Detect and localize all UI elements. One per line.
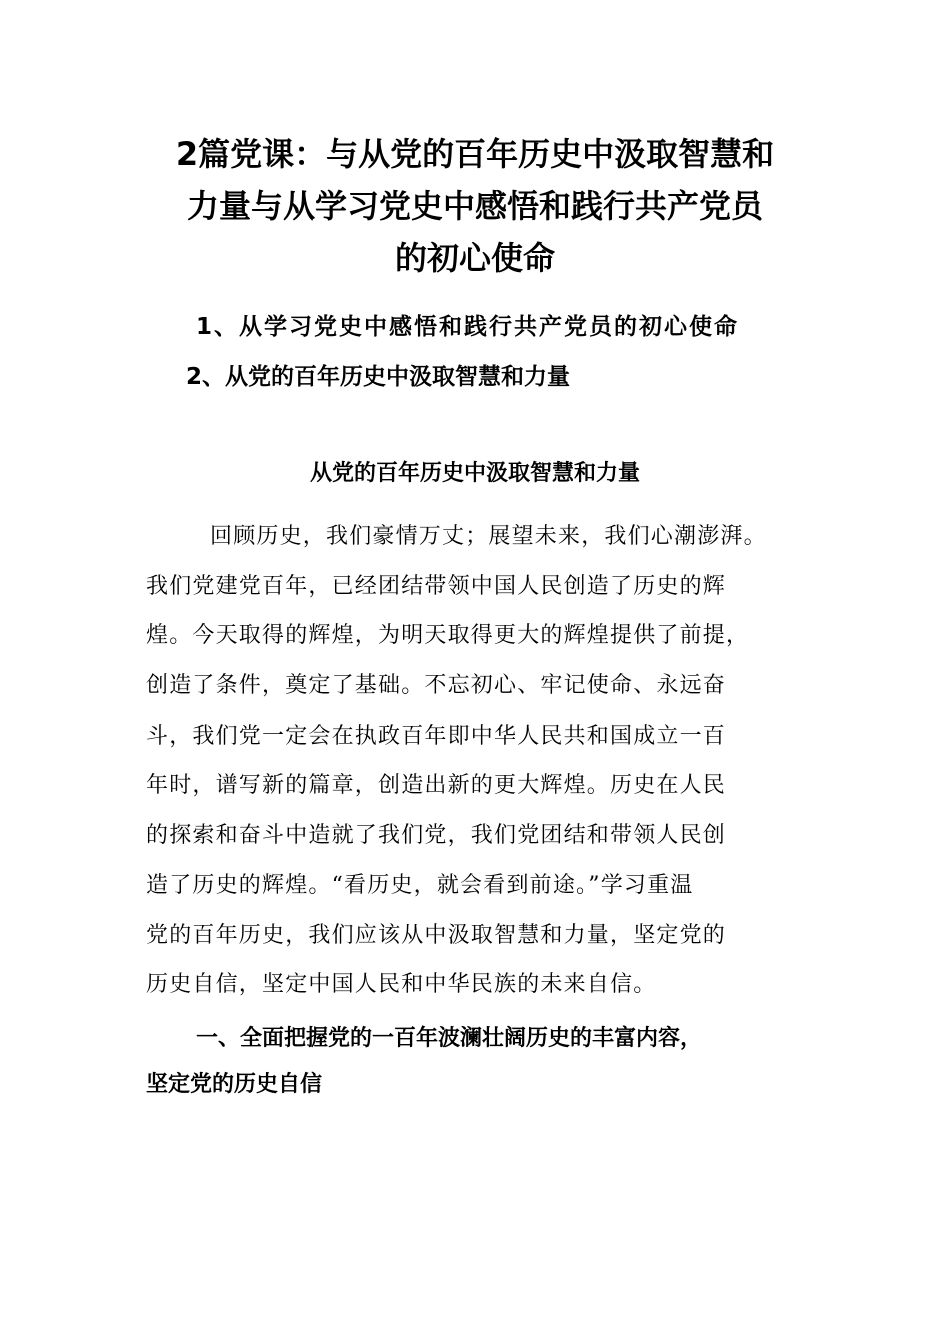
paragraph-line: 创造了条件，奠定了基础。不忘初心、牢记使命、永远奋 — [146, 673, 727, 698]
paragraph-line: 历史自信，坚定中国人民和中华民族的未来自信。 — [146, 972, 657, 997]
subheading-line: 一、全面把握党的一百年波澜壮阔历史的丰富内容， — [196, 1026, 703, 1051]
paragraph-line: 煌。今天取得的辉煌，为明天取得更大的辉煌提供了前提， — [146, 623, 750, 648]
paragraph-line: 造了历史的辉煌。“看历史，就会看到前途。”学习重温 — [146, 873, 694, 898]
title-line: 的初心使命 — [394, 239, 555, 277]
paragraph-line: 的探索和奋斗中造就了我们党，我们党团结和带领人民创 — [146, 823, 727, 848]
document-title — [130, 128, 820, 284]
subheading-line: 坚定党的历史自信 — [146, 1072, 323, 1097]
title-line: 2篇党课：与从党的百年历史中汲取智慧和 — [175, 135, 775, 173]
paragraph-line: 党的百年历史，我们应该从中汲取智慧和力量，坚定党的 — [146, 923, 727, 948]
paragraph-line: 斗，我们党一定会在执政百年即中华人民共和国成立一百 — [146, 724, 727, 749]
paragraph-line: 我们党建党百年，已经团结带领中国人民创造了历史的辉 — [146, 574, 727, 599]
paragraph-line: 回顾历史，我们豪情万丈；展望未来，我们心潮澎湃。 — [210, 524, 767, 549]
toc-item-1: 1、从学习党史中感悟和践行共产党员的初心使命 — [196, 314, 740, 340]
section-heading: 从党的百年历史中汲取智慧和力量 — [309, 461, 640, 486]
title-line: 力量与从学习党史中感悟和践行共产党员 — [186, 187, 763, 225]
toc-item-2: 2、从党的百年历史中汲取智慧和力量 — [186, 364, 571, 390]
paragraph-line: 年时，谱写新的篇章，创造出新的更大辉煌。历史在人民 — [146, 773, 727, 798]
